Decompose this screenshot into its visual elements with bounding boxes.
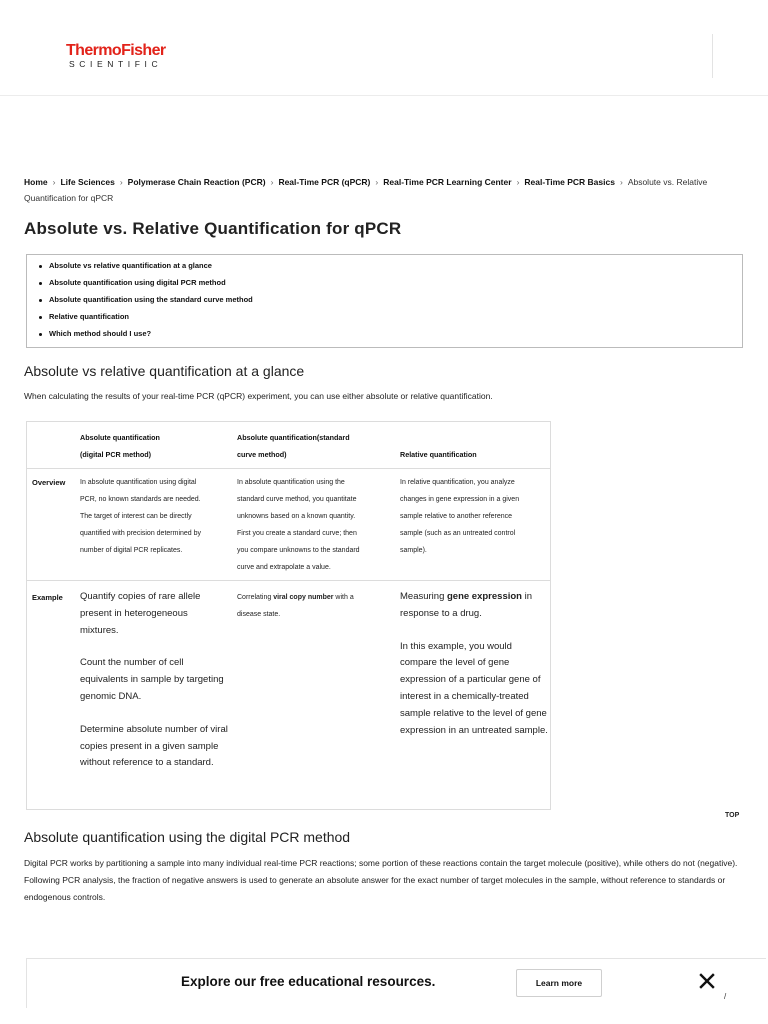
breadcrumb-pcr[interactable]: Polymerase Chain Reaction (PCR) — [127, 177, 266, 187]
row-label-example: Example — [32, 593, 63, 602]
text-line: you compare unknowns to the standard — [237, 547, 360, 554]
text-line: changes in gene expression in a given — [400, 496, 520, 503]
header-line: Absolute quantification — [80, 433, 160, 442]
header-line: curve method) — [237, 450, 287, 459]
overview-relative — [400, 474, 550, 559]
toc-link-at-a-glance[interactable]: Absolute vs relative quantification at a glance — [49, 257, 742, 274]
page-title: Absolute vs. Relative Quantification for qPCR — [24, 219, 402, 238]
column-header-standard-curve — [237, 429, 350, 463]
logo-wordmark-top: ThermoFisher — [66, 42, 166, 59]
text-line: sample relative to another reference — [400, 513, 513, 520]
column-header-digital-pcr — [80, 429, 160, 463]
text-line: unknowns based on a known quantity. — [237, 513, 356, 520]
text-line: PCR, no known standards are needed. — [80, 496, 201, 503]
overview-standard-curve — [237, 474, 397, 576]
table-row-example — [27, 581, 550, 809]
toc-link-relative[interactable]: Relative quantification — [49, 308, 742, 325]
example-text — [400, 589, 550, 623]
text-line: sample). — [400, 547, 427, 554]
text-segment: Measuring — [400, 591, 447, 602]
example-standard-curve — [237, 589, 397, 623]
text-line: curve and extrapolate a value. — [237, 564, 331, 571]
text-line — [237, 589, 397, 606]
bold-term: viral copy number — [273, 594, 334, 601]
toc-link-which-method[interactable]: Which method should I use? — [49, 325, 742, 342]
logo-wordmark-bottom: SCIENTIFIC — [69, 59, 163, 69]
digital-pcr-paragraph: Digital PCR works by partitioning a sample into many individual real-time PCR reactions; some portion of these reactions contain the target molecule (positive), while others do not (negative). Following PCR analysis, the fraction of negative answers is used to generate an absolute answer for the exact number of target molecules in the sample, without reference to standards or endogenous controls. — [24, 858, 738, 902]
text-segment: Correlating — [237, 594, 274, 601]
breadcrumb-qpcr[interactable]: Real-Time PCR (qPCR) — [278, 177, 371, 187]
text-line: sample (such as an untreated control — [400, 530, 516, 537]
text-line: number of digital PCR replicates. — [80, 547, 183, 554]
example-text: Quantify copies of rare allele present in heterogeneous mixtures. — [80, 591, 201, 636]
breadcrumb-separator: › — [119, 177, 123, 187]
example-text: Count the number of cell equivalents in sample by targeting genomic DNA. — [80, 657, 224, 702]
text-line: In absolute quantification using the — [237, 479, 345, 486]
thermofisher-logo[interactable] — [66, 43, 166, 69]
breadcrumb-separator: › — [619, 177, 623, 187]
table-row-overview — [27, 469, 550, 581]
example-relative — [400, 589, 550, 739]
example-digital-pcr — [80, 589, 228, 772]
breadcrumb-life-sciences[interactable]: Life Sciences — [60, 177, 115, 187]
example-text: In this example, you would compare the level of gene expression of a particular gene of interest in a chemically-treated sample relative to the level of gene expression in an untreated sample. — [400, 640, 548, 736]
breadcrumb-current: Absolute vs. Relative Quantification for qPCR — [24, 177, 708, 203]
promo-banner — [26, 958, 766, 1008]
header-line: Absolute quantification(standard — [237, 433, 350, 442]
row-label-overview: Overview — [32, 478, 66, 487]
breadcrumb — [24, 174, 734, 206]
text-line: In absolute quantification using digital — [80, 479, 197, 486]
text-line: The target of interest can be directly — [80, 513, 192, 520]
text-line: standard curve method, you quantitate — [237, 496, 357, 503]
breadcrumb-separator: › — [516, 177, 520, 187]
section-heading-at-a-glance: Absolute vs relative quantification at a glance — [24, 363, 305, 379]
learn-more-button[interactable]: Learn more — [516, 969, 602, 997]
back-to-top-link[interactable]: TOP — [725, 812, 740, 819]
text-line: First you create a standard curve; then — [237, 530, 357, 537]
intro-paragraph: When calculating the results of your real-time PCR (qPCR) experiment, you can use either absolute or relative quantification. — [24, 391, 493, 401]
breadcrumb-separator: › — [52, 177, 56, 187]
header-divider — [712, 34, 713, 78]
breadcrumb-learning-center[interactable]: Real-Time PCR Learning Center — [383, 177, 512, 187]
table-of-contents — [26, 254, 743, 348]
bold-term: gene expression — [447, 591, 522, 602]
section-heading-digital-pcr: Absolute quantification using the digital PCR method — [24, 829, 351, 845]
breadcrumb-separator: › — [375, 177, 379, 187]
toc-link-digital-pcr[interactable]: Absolute quantification using digital PCR method — [49, 274, 742, 291]
text-segment: in response to a drug. — [400, 591, 533, 619]
breadcrumb-basics[interactable]: Real-Time PCR Basics — [524, 177, 615, 187]
example-text: Determine absolute number of viral copies present in a given sample without reference to a standard. — [80, 723, 228, 769]
column-header-relative: Relative quantification — [400, 450, 477, 459]
promo-message: Explore our free educational resources. — [181, 974, 436, 989]
table-header-row — [27, 422, 550, 469]
text-line: quantified with precision determined by — [80, 530, 202, 537]
text-segment: with a — [333, 594, 354, 601]
breadcrumb-separator: › — [270, 177, 274, 187]
comparison-table — [26, 421, 551, 810]
text-line: In relative quantification, you analyze — [400, 479, 515, 486]
header-line: (digital PCR method) — [80, 450, 152, 459]
site-header — [0, 0, 768, 96]
text-line: disease state. — [237, 611, 281, 618]
breadcrumb-home[interactable]: Home — [24, 177, 48, 187]
close-icon[interactable] — [698, 972, 716, 990]
toc-link-standard-curve[interactable]: Absolute quantification using the standard curve method — [49, 291, 742, 308]
trailing-slash: / — [724, 992, 727, 1001]
overview-digital-pcr — [80, 474, 235, 559]
